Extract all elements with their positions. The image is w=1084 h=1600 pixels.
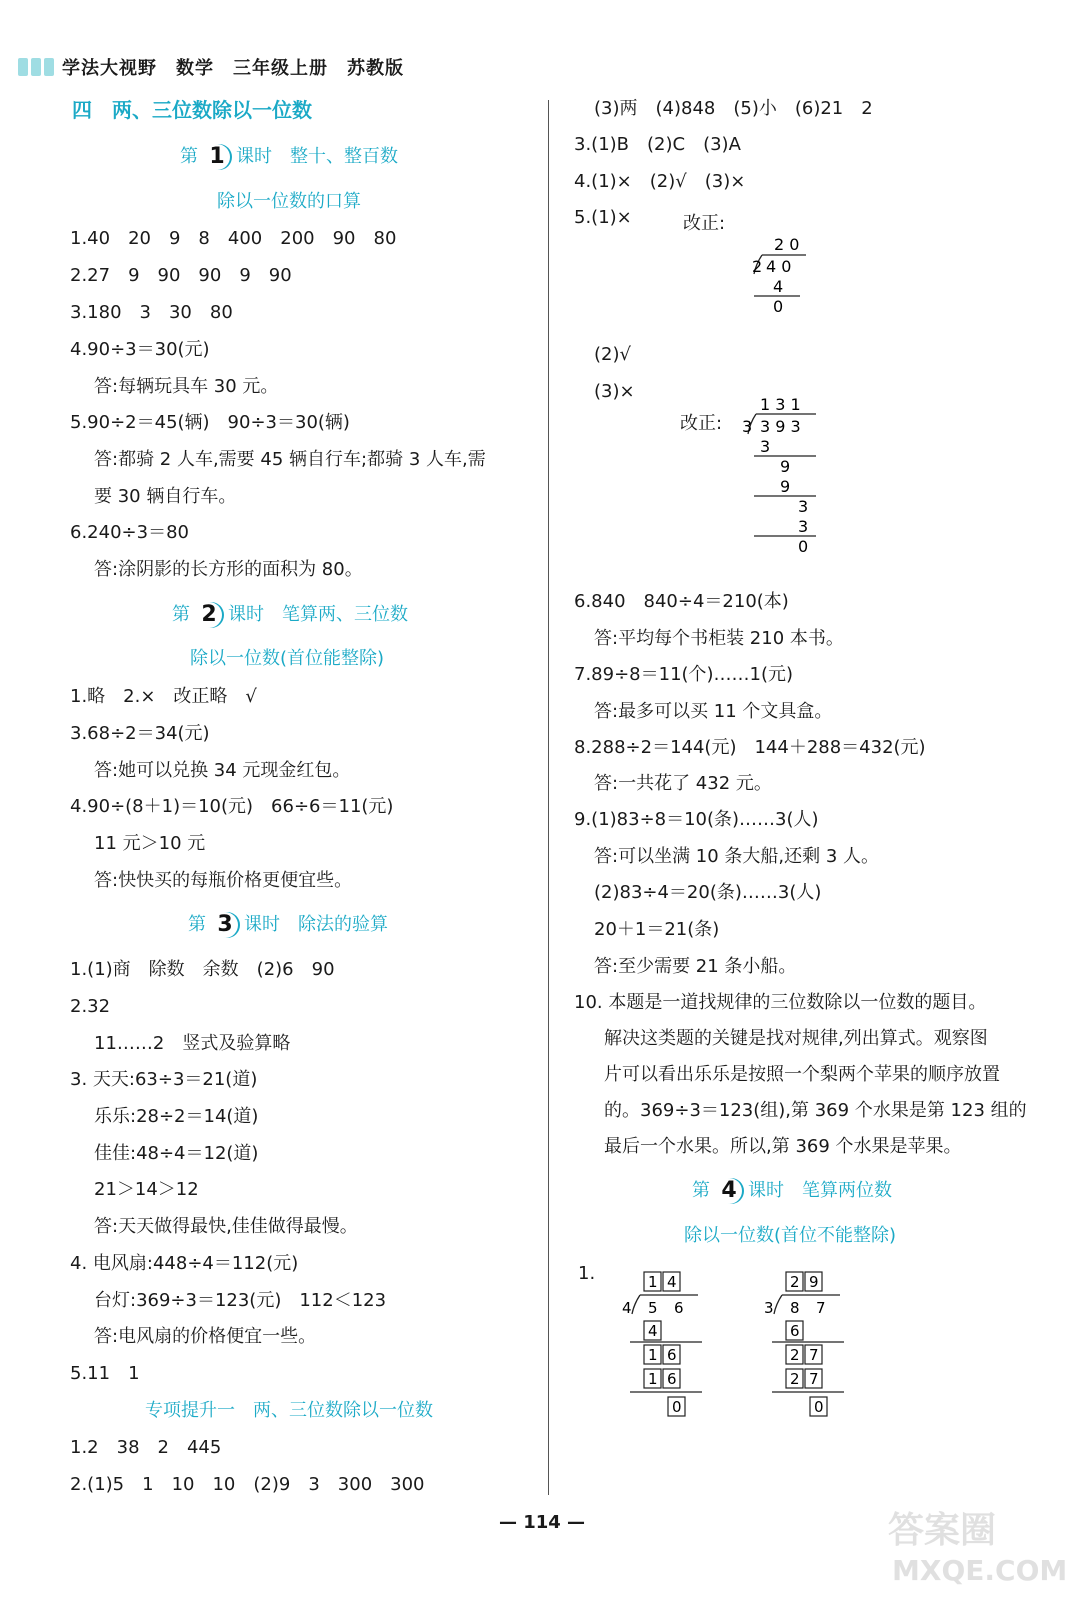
lesson-title: 课时 整十、整百数 bbox=[236, 146, 398, 167]
division-bracket bbox=[774, 1295, 782, 1314]
answer-line: 11 元＞10 元 bbox=[94, 833, 206, 854]
step-digit: 1 bbox=[648, 1346, 658, 1364]
answer-line: 20＋1＝21(条) bbox=[594, 919, 720, 940]
answer-line: 10. 本题是一道找规律的三位数除以一位数的题目。 bbox=[574, 992, 987, 1013]
answer-line: 4.90÷(8＋1)＝10(元) 66÷6＝11(元) bbox=[70, 796, 394, 817]
correction-label: 改正: bbox=[680, 413, 723, 434]
answer-line: 4.90÷3＝30(元) bbox=[70, 339, 210, 360]
step-digit: 2 bbox=[790, 1346, 800, 1364]
step-digit: 6 bbox=[667, 1370, 677, 1388]
answer-line: 1.略 2.× 改正略 √ bbox=[70, 686, 257, 707]
lesson-number-badge: 3 bbox=[212, 912, 238, 938]
answer-line: 3. 天天:63÷3＝21(道) bbox=[70, 1069, 258, 1090]
answer-line: 答:涂阴影的长方形的面积为 80。 bbox=[94, 559, 363, 580]
answer-line: 片可以看出乐乐是按照一个梨两个苹果的顺序放置 bbox=[604, 1064, 1000, 1085]
remainder-digit: 0 bbox=[814, 1398, 824, 1416]
answer-line: 答:可以坐满 10 条大船,还剩 3 人。 bbox=[594, 846, 880, 867]
lesson-title: 课时 除法的验算 bbox=[244, 914, 388, 935]
column-divider bbox=[548, 100, 549, 1495]
lesson-2-subtitle: 除以一位数(首位能整除) bbox=[190, 648, 385, 669]
answer-line: (2)√ bbox=[594, 344, 631, 365]
answer-line: 乐乐:28÷2＝14(道) bbox=[94, 1106, 259, 1127]
dividend: 3 9 3 bbox=[760, 417, 801, 436]
answer-line: 1.(1)商 除数 余数 (2)6 90 bbox=[70, 959, 335, 980]
correction-label: 改正: bbox=[683, 213, 726, 234]
answer-line: (2)83÷4＝20(条)……3(人) bbox=[594, 882, 822, 903]
step: 4 bbox=[773, 277, 784, 296]
divisor: 3 bbox=[742, 417, 753, 436]
step-digit: 6 bbox=[667, 1346, 677, 1364]
step-digit: 1 bbox=[648, 1370, 658, 1388]
special-practice-heading: 专项提升一 两、三位数除以一位数 bbox=[145, 1400, 433, 1421]
lesson-prefix: 第 bbox=[692, 1180, 710, 1201]
lesson-prefix: 第 bbox=[188, 914, 206, 935]
remainder: 0 bbox=[798, 537, 809, 556]
answer-line: 台灯:369÷3＝123(元) 112＜123 bbox=[94, 1290, 387, 1311]
quotient-digit: 4 bbox=[667, 1273, 677, 1291]
question-number: 1. bbox=[578, 1263, 596, 1284]
quotient: 1 3 1 bbox=[760, 395, 801, 414]
page-number: — 114 — bbox=[498, 1512, 586, 1533]
answer-line: 1.40 20 9 8 400 200 90 80 bbox=[70, 228, 397, 249]
answer-line: 4.(1)× (2)√ (3)× bbox=[574, 171, 746, 192]
quotient-digit: 1 bbox=[648, 1273, 658, 1291]
long-division-2 bbox=[736, 390, 836, 560]
dividend-digit: 6 bbox=[674, 1299, 684, 1317]
lesson-prefix: 第 bbox=[180, 146, 198, 167]
divisor: 2 bbox=[752, 257, 763, 276]
step: 9 bbox=[780, 457, 791, 476]
step-digit: 6 bbox=[790, 1322, 800, 1340]
boxed-division-2 bbox=[760, 1268, 860, 1420]
answer-line: 答:天天做得最快,佳佳做得最慢。 bbox=[94, 1216, 358, 1237]
answer-line: 7.89÷8＝11(个)……1(元) bbox=[574, 664, 794, 685]
step-digit: 4 bbox=[648, 1322, 658, 1340]
dividend: 4 0 bbox=[766, 257, 792, 276]
lesson-1-subtitle: 除以一位数的口算 bbox=[217, 191, 361, 212]
answer-line: 2.32 bbox=[70, 996, 111, 1017]
step: 3 bbox=[798, 517, 809, 536]
answer-line: 解决这类题的关键是找对规律,列出算式。观察图 bbox=[604, 1028, 988, 1049]
watermark-logo bbox=[878, 1500, 1068, 1590]
lesson-4-heading bbox=[692, 1178, 892, 1204]
answer-line: 的。369÷3＝123(组),第 369 个水果是第 123 组的 bbox=[604, 1100, 1027, 1121]
answer-line: 5.90÷2＝45(辆) 90÷3＝30(辆) bbox=[70, 412, 350, 433]
lesson-title: 课时 笔算两、三位数 bbox=[228, 604, 408, 625]
answer-line: 答:一共花了 432 元。 bbox=[594, 773, 772, 794]
step-digit: 7 bbox=[809, 1346, 819, 1364]
page-header bbox=[18, 52, 404, 82]
remainder-digit: 0 bbox=[672, 1398, 682, 1416]
lesson-number-badge: 4 bbox=[716, 1178, 742, 1204]
watermark-text: 答案圈 bbox=[888, 1510, 997, 1551]
answer-line: 答:都骑 2 人车,需要 45 辆自行车;都骑 3 人车,需 bbox=[94, 449, 486, 470]
answer-line: 5.(1)× bbox=[574, 207, 632, 228]
answer-line: 答:至少需要 21 条小船。 bbox=[594, 956, 797, 977]
answer-line: 21＞14＞12 bbox=[94, 1179, 199, 1200]
step: 3 bbox=[760, 437, 771, 456]
answer-line: 3.180 3 30 80 bbox=[70, 302, 233, 323]
section-title: 四 两、三位数除以一位数 bbox=[72, 98, 312, 122]
answer-line: 4. 电风扇:448÷4＝112(元) bbox=[70, 1253, 299, 1274]
answer-line: 答:快快买的每瓶价格更便宜些。 bbox=[94, 870, 353, 891]
answer-line: 6.840 840÷4＝210(本) bbox=[574, 591, 789, 612]
lesson-number-badge: 1 bbox=[204, 144, 230, 170]
remainder: 0 bbox=[773, 297, 784, 316]
answer-line: 5.11 1 bbox=[70, 1363, 140, 1384]
division-bracket bbox=[632, 1295, 640, 1314]
step: 3 bbox=[798, 497, 809, 516]
answer-line: 答:平均每个书柜装 210 本书。 bbox=[594, 628, 844, 649]
watermark-text: MXQE.COM bbox=[892, 1554, 1068, 1587]
answer-line: 9.(1)83÷8＝10(条)……3(人) bbox=[574, 809, 819, 830]
divisor: 3 bbox=[764, 1299, 774, 1317]
dividend-digit: 5 bbox=[648, 1299, 658, 1317]
answer-line: 要 30 辆自行车。 bbox=[94, 486, 237, 507]
answer-line: (3)× bbox=[594, 381, 635, 402]
step-digit: 2 bbox=[790, 1370, 800, 1388]
answer-line: 答:最多可以买 11 个文具盒。 bbox=[594, 701, 833, 722]
quotient-digit: 9 bbox=[809, 1273, 819, 1291]
lesson-2-heading bbox=[172, 602, 408, 628]
answer-line: 答:她可以兑换 34 元现金红包。 bbox=[94, 760, 351, 781]
answer-line: 佳佳:48÷4＝12(道) bbox=[94, 1143, 259, 1164]
divisor: 4 bbox=[622, 1299, 632, 1317]
answer-line: 最后一个水果。所以,第 369 个水果是苹果。 bbox=[604, 1136, 962, 1157]
lesson-prefix: 第 bbox=[172, 604, 190, 625]
header-logo-marks bbox=[18, 58, 54, 76]
answer-line: (3)两 (4)848 (5)小 (6)21 2 bbox=[594, 98, 873, 119]
answer-line: 答:每辆玩具车 30 元。 bbox=[94, 376, 279, 397]
lesson-title: 课时 笔算两位数 bbox=[748, 1180, 892, 1201]
step-digit: 7 bbox=[809, 1370, 819, 1388]
answer-line: 6.240÷3＝80 bbox=[70, 522, 189, 543]
answer-line: 答:电风扇的价格便宜一些。 bbox=[94, 1326, 317, 1347]
answer-line: 8.288÷2＝144(元) 144＋288＝432(元) bbox=[574, 737, 926, 758]
quotient: 2 0 bbox=[774, 235, 800, 254]
answer-line: 2.27 9 90 90 9 90 bbox=[70, 265, 292, 286]
answer-line: 2.(1)5 1 10 10 (2)9 3 300 300 bbox=[70, 1474, 425, 1495]
step: 9 bbox=[780, 477, 791, 496]
lesson-3-heading bbox=[188, 912, 388, 938]
answer-line: 1.2 38 2 445 bbox=[70, 1437, 222, 1458]
lesson-4-subtitle: 除以一位数(首位不能整除) bbox=[684, 1225, 897, 1246]
dividend-digit: 8 bbox=[790, 1299, 800, 1317]
boxed-division-1 bbox=[618, 1268, 718, 1420]
lesson-1-heading bbox=[180, 144, 398, 170]
answer-line: 3.(1)B (2)C (3)A bbox=[574, 134, 741, 155]
lesson-number-badge: 2 bbox=[196, 602, 222, 628]
long-division-1 bbox=[740, 232, 840, 322]
answer-line: 11……2 竖式及验算略 bbox=[94, 1033, 291, 1054]
answer-line: 3.68÷2＝34(元) bbox=[70, 723, 210, 744]
dividend-digit: 7 bbox=[816, 1299, 826, 1317]
header-title: 学法大视野 数学 三年级上册 苏教版 bbox=[62, 58, 404, 79]
quotient-digit: 2 bbox=[790, 1273, 800, 1291]
